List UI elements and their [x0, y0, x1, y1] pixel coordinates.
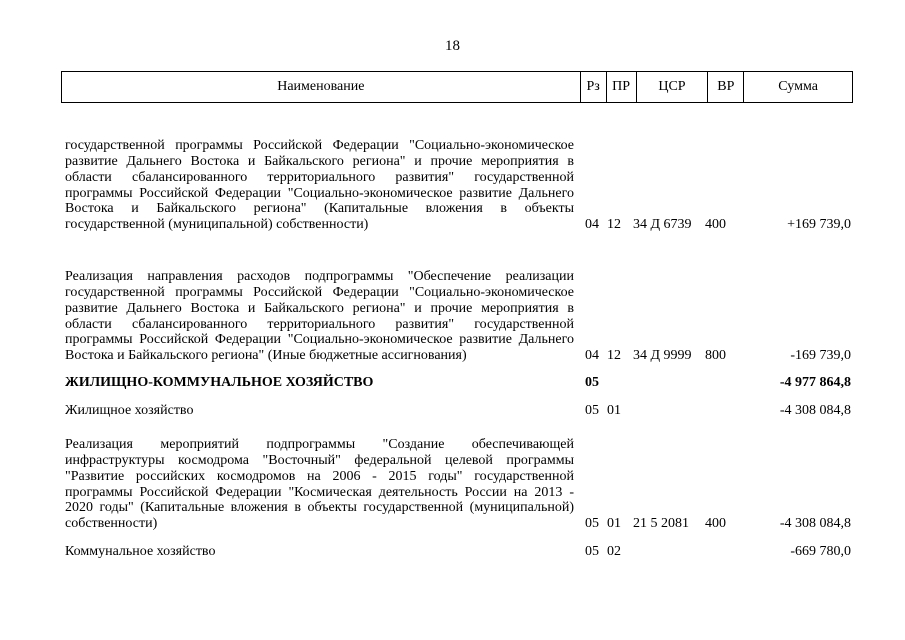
- row-pr: 12: [607, 348, 621, 364]
- header-csr: ЦСР: [636, 72, 708, 102]
- row-rz: 05: [585, 544, 599, 560]
- row-csr: 34 Д 6739: [633, 217, 692, 233]
- row-name: Жилищное хозяйство: [65, 403, 194, 419]
- table-row: [65, 107, 855, 233]
- row-pr: 12: [607, 217, 621, 233]
- row-sum: -169 739,0: [790, 348, 851, 364]
- row-sum: -4 977 864,8: [779, 375, 851, 391]
- row-rz: 04: [585, 348, 599, 364]
- row-rz: 05: [585, 375, 599, 391]
- row-csr: 34 Д 9999: [633, 348, 692, 364]
- row-rz: 04: [585, 217, 599, 233]
- row-name: ЖИЛИЩНО-КОММУНАЛЬНОЕ ХОЗЯЙСТВО: [65, 375, 374, 391]
- row-sum: -4 308 084,8: [779, 403, 851, 419]
- table-row-section: [65, 375, 855, 391]
- table-row: [65, 403, 855, 419]
- table-row: [65, 243, 855, 364]
- row-name: государственной программы Российской Федерации "Социально-экономическое развитие Дальнего Востока и Байкальского региона" и прочие мероприятия в области сбалансированного территориального развития" государственной программы Российской Федерации "Социально-экономическое развитие Дальнего Востока и Байкальского региона" (Капитальные вложения в объекты государственной (муниципальной) собственности): [65, 138, 574, 233]
- header-pr: ПР: [606, 72, 636, 102]
- row-csr: 21 5 2081: [633, 516, 689, 532]
- row-pr: 01: [607, 516, 621, 532]
- table-body: [65, 107, 855, 560]
- row-vr: 800: [705, 348, 726, 364]
- row-sum: -4 308 084,8: [779, 516, 851, 532]
- row-sum: -669 780,0: [790, 544, 851, 560]
- row-vr: 400: [705, 217, 726, 233]
- header-rz: Рз: [580, 72, 606, 102]
- header-vr: ВР: [707, 72, 743, 102]
- row-pr: 01: [607, 403, 621, 419]
- row-rz: 05: [585, 516, 599, 532]
- row-pr: 02: [607, 544, 621, 560]
- row-sum: +169 739,0: [787, 217, 851, 233]
- row-rz: 05: [585, 403, 599, 419]
- row-name: Реализация направления расходов подпрограммы "Обеспечение реализации государственной программы Российской Федерации "Социально-экономическое развитие Дальнего Востока и Байкальского региона" и прочие мероприятия в области сбалансированного территориального развития" государственной программы Российской Федерации "Социально-экономическое развитие Дальнего Востока и Байкальского региона" (Иные бюджетные ассигнования): [65, 269, 574, 364]
- header-sum: Сумма: [743, 72, 852, 102]
- table-row: [65, 544, 855, 560]
- page-number: 18: [445, 38, 460, 54]
- row-vr: 400: [705, 516, 726, 532]
- table-row: [65, 431, 855, 532]
- table-header: [61, 71, 853, 103]
- header-name: Наименование: [277, 79, 365, 94]
- row-name: Коммунальное хозяйство: [65, 544, 216, 560]
- row-name: Реализация мероприятий подпрограммы "Создание обеспечивающей инфраструктуры космодрома "Восточный" федеральной целевой программы "Развитие российских космодромов на 2006 - 2015 годы" государственной программы Российской Федерации "Космическая деятельность России на 2013 - 2020 годы" (Капитальные вложения в объекты государственной (муниципальной) собственности): [65, 437, 574, 532]
